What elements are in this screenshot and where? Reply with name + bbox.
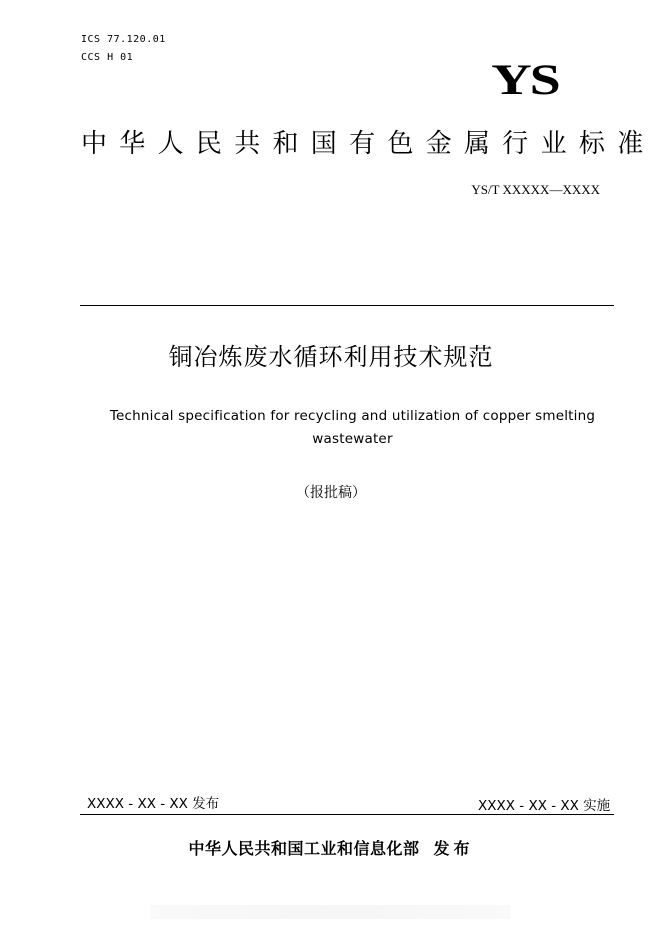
standard-category-title: 中华人民共和国有色金属行业标准: [81, 129, 656, 159]
document-title-cn: 铜冶炼废水循环利用技术规范: [168, 343, 494, 371]
top-divider: [80, 305, 614, 306]
document-title-en: Technical specification for recycling and utilization of copper smelting wastewater: [109, 408, 596, 447]
issuer-name: 中华人民共和国工业和信息化部: [188, 839, 420, 858]
ics-code: ICS 77.120.01: [81, 34, 166, 45]
implementation-date: XXXX - XX - XX 实施: [478, 798, 611, 814]
draft-status: （报批稿）: [296, 485, 366, 501]
bottom-divider: [80, 814, 614, 815]
ys-logo: YS: [491, 55, 559, 105]
issue-date: XXXX - XX - XX 发布: [87, 796, 220, 812]
standard-number: YS/T XXXXX—XXXX: [471, 182, 600, 197]
issuing-authority: [0, 836, 662, 859]
faint-watermark-strip: [150, 905, 510, 919]
issuer-action: 发布: [433, 839, 474, 858]
ccs-code: CCS H 01: [81, 52, 134, 63]
